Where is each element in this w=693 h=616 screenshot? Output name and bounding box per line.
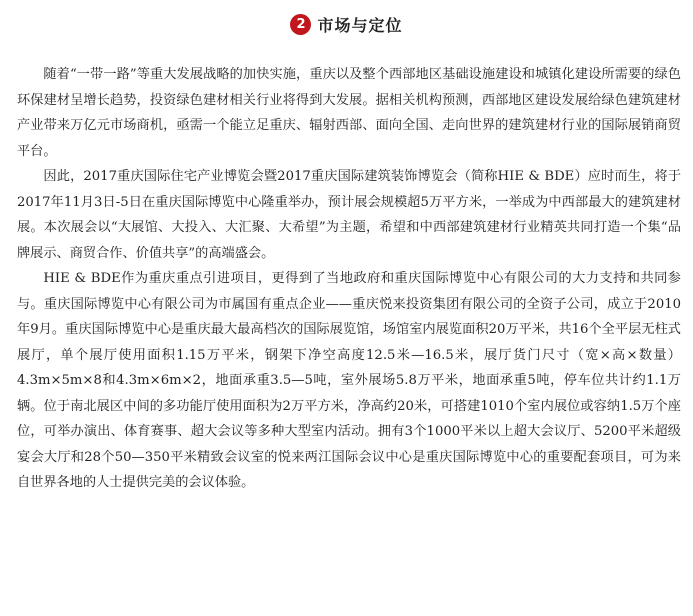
paragraph-venue: HIE & BDE作为重庆重点引进项目，更得到了当地政府和重庆国际博览中心有限公司的大力支持和共同参与。重庆国际博览中心有限公司为市属国有重点企业——重庆悦来投资集团有限公司的全资子公司，成立于2010年9月。重庆国际博览中心是重庆最大最高档次的国际展览馆，场馆室内展览面积20万平米，共16个全平层无柱式展厅，单个展厅使用面积1.15万平米，钢架下净空高度12.5米—16.5米，展厅货门尺寸（宽×高×数量）4.3m×5m×8和4.3m×6m×2，地面承重3.5—5吨，室外展场5.8万平米，地面承重5吨，停车位共计约1.1万辆。位于南北展区中间的多功能厅使用面积为2万平方米，净高约20米，可搭建1010个室内展位或容纳1.5万个座位，可举办演出、体育赛事、超大会议等多种大型室内活动。拥有3个1000平米以上超大会议厅、5200平米超级宴会大厅和28个50—350平米精致会议室的悦来两江国际会议中心是重庆国际博览中心的重要配套项目，可为来自世界各地的人士提供完美的会议体验。 — [17, 271, 681, 490]
section-number-badge: 2 — [290, 14, 311, 35]
paragraph-exhibition: 因此，2017重庆国际住宅产业博览会暨2017重庆国际建筑装饰博览会（简称HIE & BDE）应时而生，将于2017年11月3日-5日在重庆国际博览中心隆重举办，预计展会规模超5万平方米，一举成为中西部最大的建筑建材展。本次展会以“大展馆、大投入、大汇聚、大希望”为主题，希望和中西部建筑建材行业精英共同打造一个集“品牌展示、商贸合作、价值共享”的高端盛会。 — [17, 169, 681, 261]
section-title: 市场与定位 — [317, 16, 403, 35]
paragraph-intro: 随着“一带一路”等重大发展战略的加快实施，重庆以及整个西部地区基础设施建设和城镇化建设所需要的绿色环保建材呈增长趋势，投资绿色建材相关行业将得到大发展。据相关机构预测，西部地区建设发展给绿色建筑建材产业带来万亿元市场商机，亟需一个能立足重庆、辐射西部、面向全国、走向世界的建筑建材行业的国际展销商贸平台。 — [17, 67, 681, 159]
section-heading — [0, 13, 693, 36]
article-body — [17, 62, 681, 496]
